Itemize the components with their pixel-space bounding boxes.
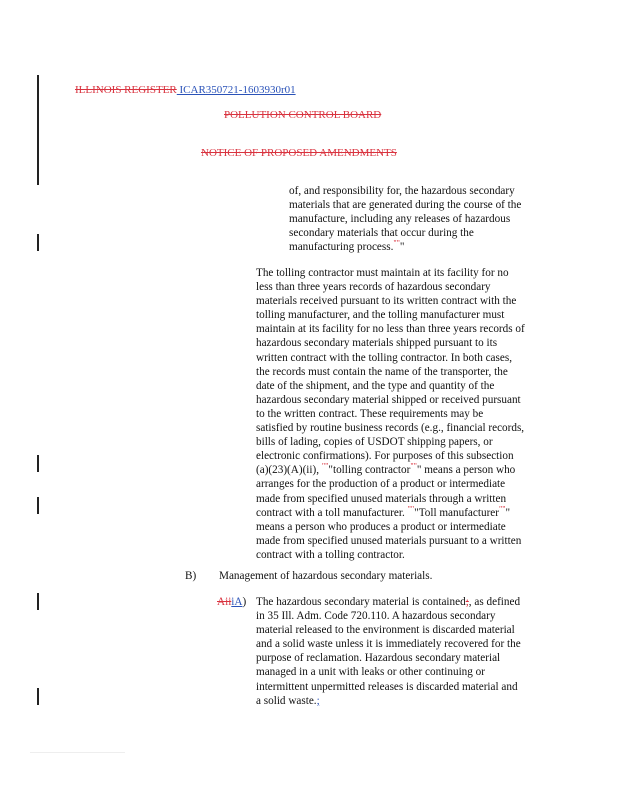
- change-bar: [37, 497, 39, 514]
- text-line: satisfied by routine business records (e.g., financial records,: [256, 422, 525, 435]
- text-line: and a solid waste unless it is immediately recovered for the: [256, 638, 521, 651]
- text-line: in 35 Ill. Adm. Code 720.110. A hazardous secondary: [256, 610, 496, 623]
- section-b-label: B): [185, 570, 197, 582]
- continued-paragraph: [289, 184, 559, 254]
- text-line: hazardous secondary materials shipped pursuant to its: [256, 337, 498, 350]
- section-b-heading: Management of hazardous secondary materials.: [219, 570, 433, 582]
- change-bar: [37, 688, 39, 705]
- text-line: made from specified unused materials pursuant to a written: [256, 534, 522, 547]
- notice-header: NOTICE OF PROPOSED AMENDMENTS: [201, 147, 397, 159]
- text-line: materials received pursuant to its written contract with the: [256, 295, 517, 308]
- text-line: hazardous secondary material shipped or received pursuant: [256, 393, 521, 406]
- tolling-paragraph: [256, 266, 566, 562]
- change-bar: [37, 455, 39, 472]
- item-a-label: AiiiA): [217, 596, 247, 608]
- text-line: manufacture, including any releases of hazardous: [289, 213, 511, 226]
- text-line: material released to the environment is discarded material: [256, 624, 515, 637]
- footnote-mark: "": [498, 503, 506, 513]
- text-line: contract with a toll manufacturer. """Toll manufacturer""": [256, 503, 511, 519]
- text-line: made from specified unused materials through a written: [256, 492, 507, 505]
- text-line: The hazardous secondary material is contained;, as defined: [256, 596, 521, 608]
- text-line: means a person who produces a product or intermediate: [256, 520, 506, 533]
- change-bar: [37, 593, 39, 610]
- text-line: to the written contract. These requirements may be: [256, 407, 484, 420]
- text-line: written contract with the tolling contractor. In both cases,: [256, 351, 512, 364]
- footnote-mark: "": [321, 461, 329, 471]
- text-line: secondary materials that occur during the: [289, 227, 474, 240]
- text-line: of, and responsibility for, the hazardous secondary: [289, 185, 515, 197]
- text-line: less than three years records of hazardous secondary: [256, 281, 491, 294]
- text-line: The tolling contractor must maintain at its facility for no: [256, 267, 509, 279]
- text-line: maintain at its facility for no less than three years records of: [256, 323, 525, 336]
- item-label-inserted: iA: [231, 596, 243, 608]
- text-line: bills of lading, copies of USDOT shipping papers, or: [256, 436, 493, 449]
- text-line: purpose of reclamation. Hazardous secondary material: [256, 652, 501, 665]
- text-line: intermittent unpermitted releases is discarded material and: [256, 680, 518, 693]
- register-deleted: ILLINOIS REGISTER: [75, 84, 177, 96]
- page-rule: [30, 752, 125, 753]
- text-line: materials that are generated during the course of the: [289, 199, 522, 212]
- register-inserted: ICAR350721-1603930r01: [176, 84, 296, 96]
- change-bar: [37, 234, 39, 251]
- board-header: POLLUTION CONTROL BOARD: [224, 109, 382, 121]
- text-line: tolling manufacturer, and the tolling manufacturer must: [256, 309, 505, 322]
- text-line: a solid waste.;: [256, 694, 320, 707]
- text-line: the records must contain the name of the transporter, the: [256, 365, 508, 378]
- footnote-mark: "": [410, 461, 417, 471]
- deleted-semicolon: ;: [465, 596, 469, 608]
- text-line: (a)(23)(A)(ii), """tolling contractor""" means a person who: [256, 461, 516, 477]
- text-line: manufacturing process.""": [289, 238, 405, 254]
- inserted-semicolon: ;: [316, 694, 320, 707]
- text-line: arranges for the production of a product or intermediate: [256, 478, 506, 491]
- text-line: contract with a tolling contractor.: [256, 548, 405, 561]
- text-line: date of the shipment, and the type and quantity of the: [256, 379, 495, 392]
- item-label-deleted: Aii: [217, 596, 232, 608]
- item-a-paragraph: [256, 595, 566, 708]
- text-line: electronic confirmations). For purposes of this subsection: [256, 450, 514, 463]
- text-line: managed in a unit with leaks or other continuing or: [256, 666, 485, 679]
- footnote-mark: "": [393, 238, 400, 248]
- footnote-mark: "": [407, 503, 415, 513]
- change-bar: [37, 75, 39, 185]
- register-header: [75, 84, 296, 97]
